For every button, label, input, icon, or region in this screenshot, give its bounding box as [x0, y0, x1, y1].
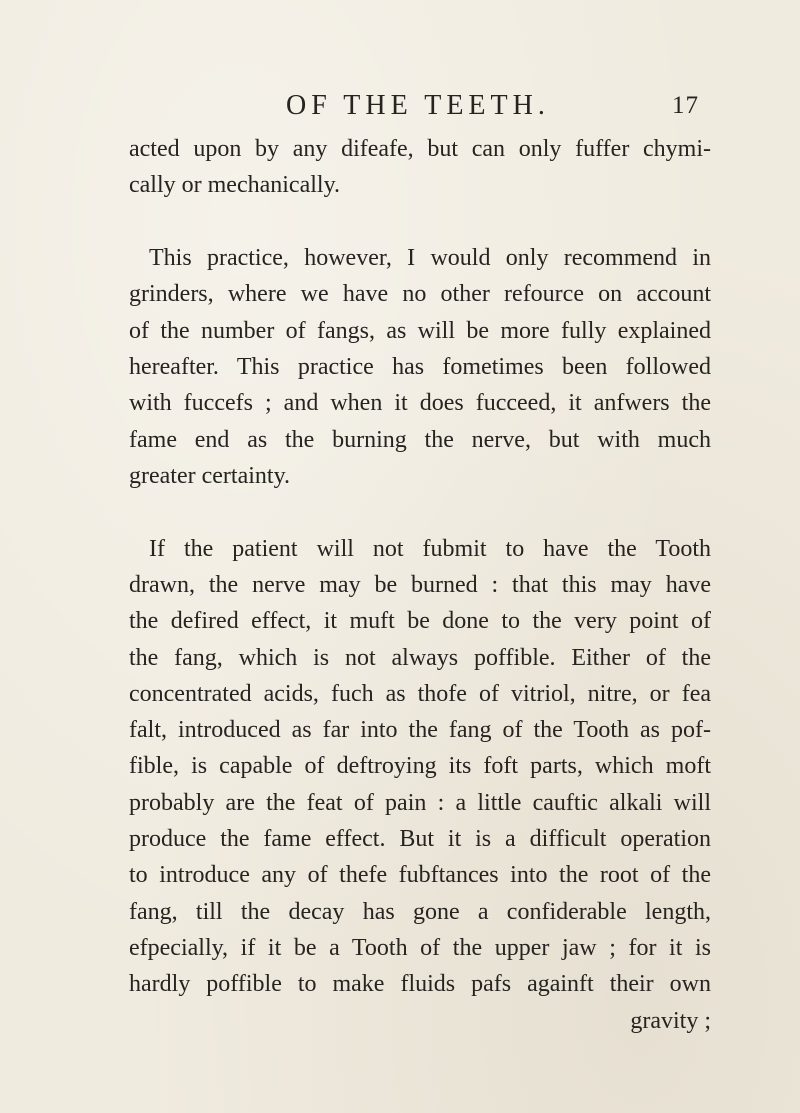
catchword: gravity ;	[630, 1007, 711, 1034]
text-line: greater certainty.	[129, 462, 291, 489]
text-line: fame end as the burning the nerve, but with much	[129, 426, 711, 453]
text-line: with fuccefs ; and when it does fucceed, it anfwers the	[129, 390, 711, 417]
text-line: cally or mechanically.	[129, 172, 341, 199]
paragraph-gap	[129, 204, 711, 241]
text-line: efpecially, if it be a Tooth of the upper jaw ; for it is	[129, 934, 711, 961]
text-line: concentrated acids, fuch as thofe of vitriol, nitre, or fea	[129, 680, 711, 707]
text-line: probably are the feat of pain : a little cauftic alkali will	[129, 789, 711, 816]
text-line: the defired effect, it muft be done to the very point of	[129, 608, 711, 635]
text-line: hardly poffible to make fluids pafs againft their own	[129, 971, 711, 998]
text-line: to introduce any of thefe fubftances into the root of the	[129, 862, 711, 889]
running-title: OF THE TEETH.	[286, 90, 550, 121]
text-line: produce the fame effect. But it is a difficult operation	[129, 826, 711, 853]
text-line: fang, till the decay has gone a confiderable length,	[129, 898, 711, 925]
page-number: 17	[672, 92, 699, 119]
text-line: falt, introduced as far into the fang of the Tooth as pof-	[129, 717, 711, 744]
text-line: grinders, where we have no other refource on account	[129, 281, 711, 308]
body-text	[129, 131, 711, 1039]
text-line: acted upon by any difeafe, but can only fuffer chymi-	[129, 136, 711, 162]
running-head	[0, 86, 800, 126]
text-line: If the patient will not fubmit to have the Tooth	[149, 535, 711, 562]
text-line: fible, is capable of deftroying its foft parts, which moft	[129, 753, 711, 780]
text-line: drawn, the nerve may be burned : that this may have	[129, 571, 711, 598]
paragraph-gap	[129, 494, 711, 531]
text-line: This practice, however, I would only recommend in	[149, 245, 711, 272]
text-line: the fang, which is not always poffible. Either of the	[129, 644, 711, 671]
text-line: hereafter. This practice has fometimes been followed	[129, 353, 711, 380]
text-line: of the number of fangs, as will be more fully explained	[129, 317, 711, 344]
